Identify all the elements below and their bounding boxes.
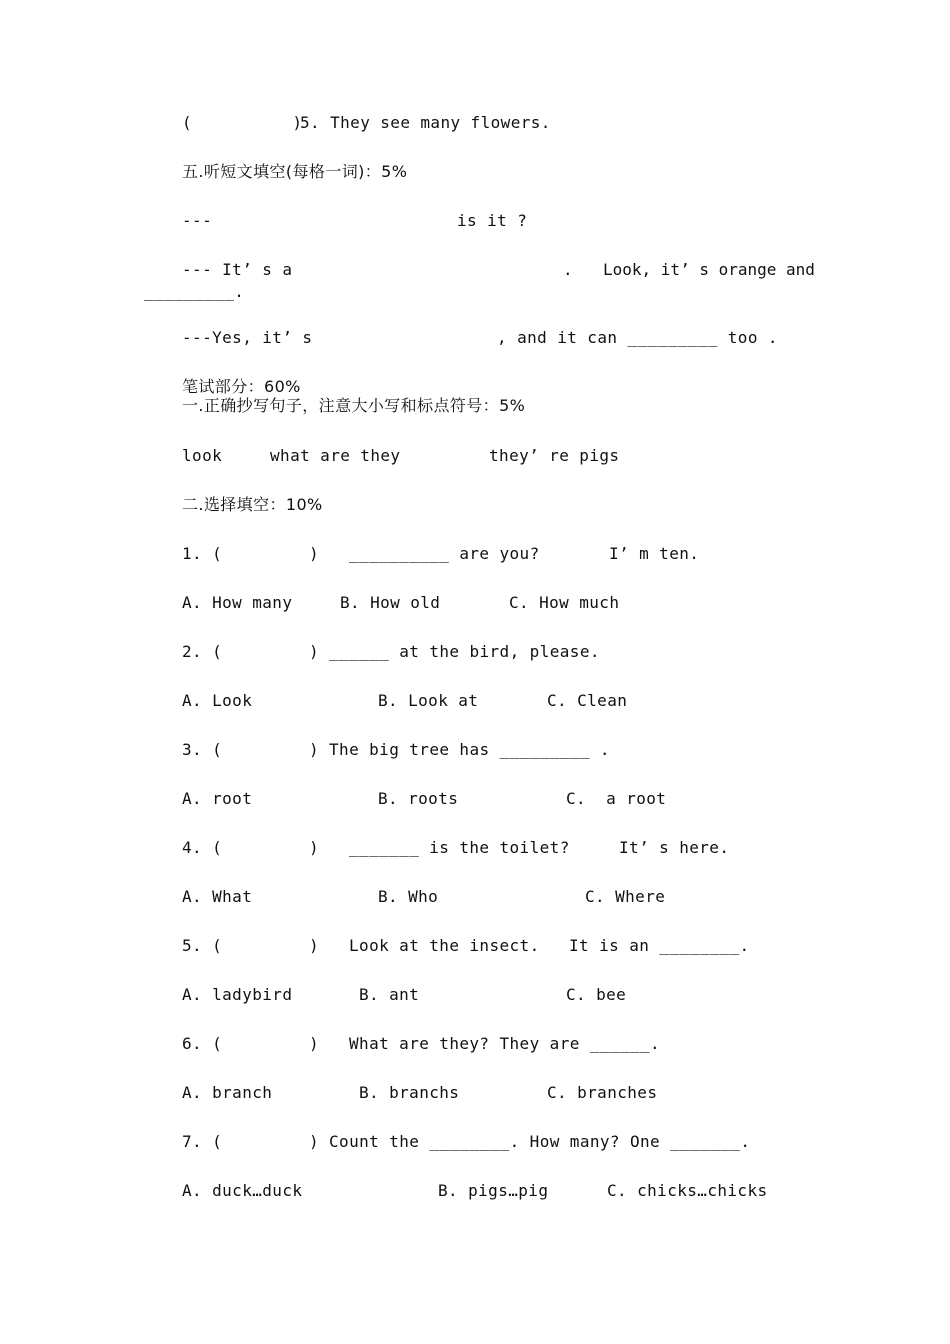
section5-heading: 五.听短文填空(每格一词)：5% [182, 162, 408, 181]
q6-option-c: C. branches [547, 1083, 658, 1102]
section5-line2-continuation: _________. [144, 282, 245, 301]
q4-option-a: A. What [182, 887, 253, 906]
q2-paren-close: ) [309, 642, 320, 661]
q3-option-c: C. a root [566, 789, 667, 808]
q1-extra: I’ m ten. [609, 544, 700, 563]
section1-phrase-2: what are they [270, 446, 401, 465]
q3-text: The big tree has _________ . [329, 740, 610, 759]
q1-paren-close: ) [309, 544, 320, 563]
written-heading: 笔试部分：60% [182, 377, 301, 396]
q5-option-a: A. ladybird [182, 985, 293, 1004]
section1-phrase-3: they’ re pigs [489, 446, 620, 465]
q7-paren-close: ) [309, 1132, 320, 1151]
section1-heading: 一.正确抄写句子，注意大小写和标点符号：5% [182, 396, 526, 415]
q4-extra: It’ s here. [619, 838, 730, 857]
q2-option-c: C. Clean [547, 691, 628, 710]
q1-option-b: B. How old [340, 593, 441, 612]
q2-number: 2. ( [182, 642, 223, 661]
section5-line2-period: . [563, 260, 574, 279]
q5-paren-close: ) [309, 936, 320, 955]
q2-text: ______ at the bird, please. [329, 642, 600, 661]
q6-text: What are they? They are ______. [349, 1034, 661, 1053]
section5-line2-look: Look, it’ s orange and [603, 260, 815, 279]
section5-line3-start: ---Yes, it’ s [182, 328, 313, 347]
q2-option-a: A. Look [182, 691, 253, 710]
q5-text: Look at the insect. [349, 936, 540, 955]
q7-option-c: C. chicks…chicks [607, 1181, 768, 1200]
q5-option-b: B. ant [359, 985, 420, 1004]
q5-option-c: C. bee [566, 985, 627, 1004]
q5-extra: It is an ________. [569, 936, 750, 955]
q3-number: 3. ( [182, 740, 223, 759]
q6-paren-close: ) [309, 1034, 320, 1053]
q7-option-a: A. duck…duck [182, 1181, 303, 1200]
q1-option-c: C. How much [509, 593, 620, 612]
top-item-paren: ( ) [182, 113, 303, 132]
q3-paren-close: ) [309, 740, 320, 759]
q1-option-a: A. How many [182, 593, 293, 612]
section5-line1-question: is it ? [457, 211, 528, 230]
q7-number: 7. ( [182, 1132, 223, 1151]
q5-number: 5. ( [182, 936, 223, 955]
q7-text: Count the ________. How many? One _______. [329, 1132, 751, 1151]
q6-option-a: A. branch [182, 1083, 273, 1102]
top-item-text: 5. They see many flowers. [300, 113, 551, 132]
q1-number: 1. ( [182, 544, 223, 563]
q4-paren-close: ) [309, 838, 320, 857]
q4-option-c: C. Where [585, 887, 666, 906]
q6-number: 6. ( [182, 1034, 223, 1053]
q6-option-b: B. branchs [359, 1083, 460, 1102]
section5-line2-start: --- It’ s a [182, 260, 293, 279]
q4-option-b: B. Who [378, 887, 439, 906]
q2-option-b: B. Look at [378, 691, 479, 710]
q7-option-b: B. pigs…pig [438, 1181, 549, 1200]
q1-text: __________ are you? [349, 544, 540, 563]
section5-line3-end: , and it can _________ too . [497, 328, 778, 347]
q4-text: _______ is the toilet? [349, 838, 570, 857]
q3-option-a: A. root [182, 789, 253, 808]
section2-heading: 二.选择填空：10% [182, 495, 323, 514]
q3-option-b: B. roots [378, 789, 459, 808]
q4-number: 4. ( [182, 838, 223, 857]
section5-line1-dashes: --- [182, 211, 213, 230]
section1-phrase-1: look [182, 446, 223, 465]
